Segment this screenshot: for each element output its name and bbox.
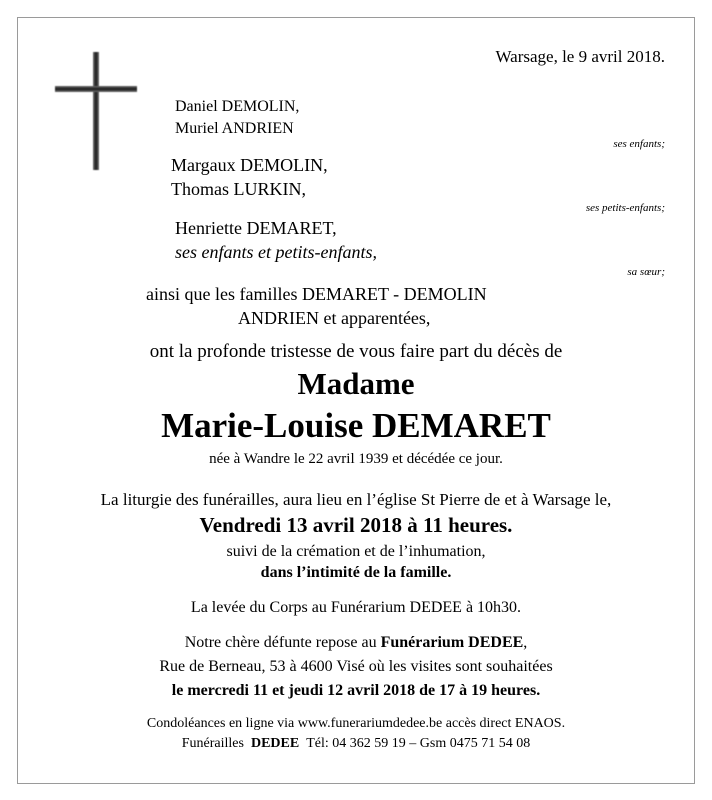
contact-line xyxy=(0,737,712,751)
sister-relation: sa sœur; xyxy=(627,266,665,278)
contact-label: Funérailles xyxy=(181,736,244,751)
deceased-dates: née à Wandre le 22 avril 1939 et décédée ce jour. xyxy=(209,451,503,467)
levee-du-corps: La levée du Corps au Funérarium DEDEE à 10h30. xyxy=(190,599,522,616)
contact-company: DEDEE xyxy=(250,736,300,751)
funeral-followed: suivi de la crémation et de l’inhumation, xyxy=(226,543,486,560)
funeral-privacy: dans l’intimité de la famille. xyxy=(260,564,452,581)
visitation-address: Rue de Berneau, 53 à 4600 Visé où les visites sont souhaitées xyxy=(159,658,553,675)
visitation-comma: , xyxy=(523,634,528,651)
visitation-hours: le mercredi 11 et jeudi 12 avril 2018 de 17 à 19 heures. xyxy=(171,682,541,699)
funerarium-name: Funérarium DEDEE xyxy=(380,634,524,651)
child-name: Daniel DEMOLIN, xyxy=(175,98,300,115)
deceased-name: Marie-Louise DEMARET xyxy=(161,406,551,445)
deceased-title: Madame xyxy=(297,366,415,401)
visitation-text: Notre chère défunte repose au xyxy=(184,634,381,651)
announcement: ont la profonde tristesse de vous faire part du décès de xyxy=(149,341,563,362)
condolences-line: Condoléances en ligne via www.funerariumdedee.be accès direct ENAOS. xyxy=(146,716,566,731)
funeral-intro: La liturgie des funérailles, aura lieu en l’église St Pierre de et à Warsage le, xyxy=(100,490,612,509)
child-name: Muriel ANDRIEN xyxy=(175,120,294,137)
families-line-2: ANDRIEN et apparentées, xyxy=(238,308,431,328)
families-line-1: ainsi que les familles DEMARET - DEMOLIN xyxy=(146,284,487,304)
sister-name: Henriette DEMARET, xyxy=(175,218,337,238)
visitation-line-1 xyxy=(0,635,712,651)
grandchild-name: Thomas LURKIN, xyxy=(171,179,306,199)
grandchild-name: Margaux DEMOLIN, xyxy=(171,155,328,175)
children-relation: ses enfants; xyxy=(613,138,665,150)
grandchildren-relation: ses petits-enfants; xyxy=(585,202,665,214)
place-date: Warsage, le 9 avril 2018. xyxy=(495,47,665,66)
contact-phones: Tél: 04 362 59 19 – Gsm 0475 71 54 08 xyxy=(306,736,531,751)
children-names xyxy=(175,96,299,140)
grandchildren-names xyxy=(171,153,328,201)
funeral-datetime: Vendredi 13 avril 2018 à 11 heures. xyxy=(199,513,513,537)
sister-descendants: ses enfants et petits-enfants, xyxy=(175,242,377,262)
